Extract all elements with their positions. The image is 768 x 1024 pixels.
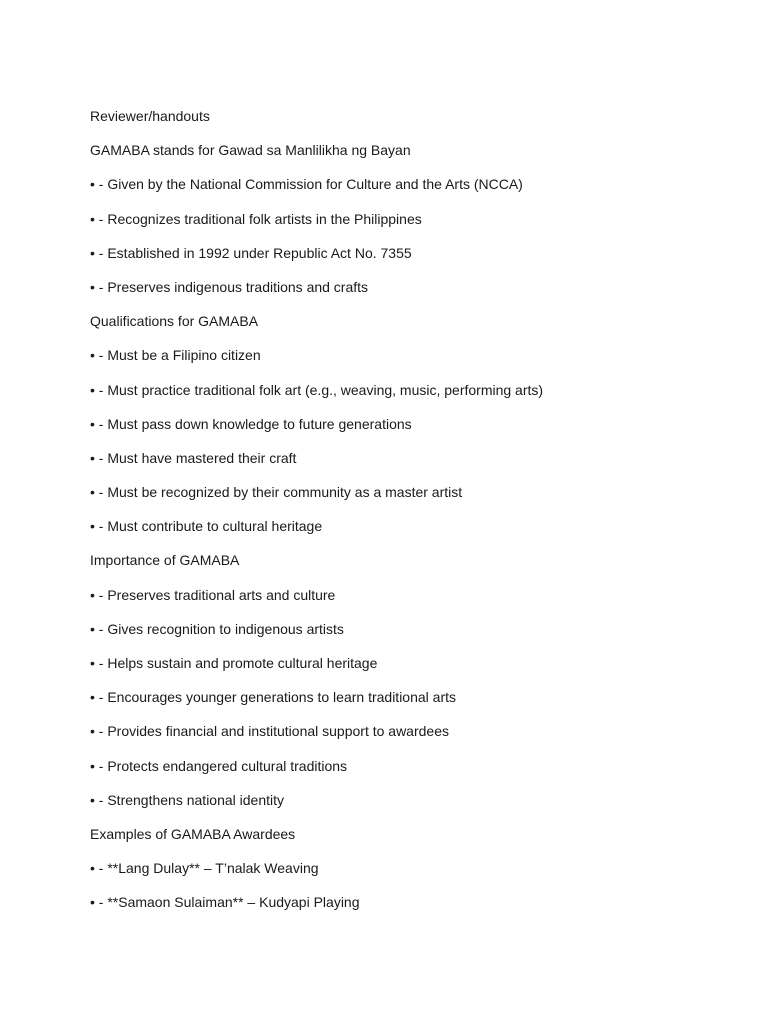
list-item: • - Preserves indigenous traditions and crafts [90, 278, 369, 295]
list-item: • - Must pass down knowledge to future generations [90, 415, 412, 432]
list-item: • - Given by the National Commission for Culture and the Arts (NCCA) [90, 176, 523, 193]
list-item: • - Provides financial and institutional support to awardees [90, 723, 449, 740]
document-title: Reviewer/handouts [90, 108, 210, 124]
list-item: • - Must be recognized by their community as a master artist [90, 484, 463, 501]
examples-heading: Examples of GAMABA Awardees [90, 825, 296, 842]
intro-heading: GAMABA stands for Gawad sa Manlilikha ng Bayan [90, 142, 411, 159]
list-item: • - Encourages younger generations to learn traditional arts [90, 689, 457, 706]
list-item: • - **Lang Dulay** – T’nalak Weaving [90, 860, 319, 877]
list-item: • - Established in 1992 under Republic Act No. 7355 [90, 244, 412, 261]
list-item: • - Preserves traditional arts and culture [90, 586, 336, 603]
list-item: • - Must contribute to cultural heritage [90, 518, 323, 535]
list-item: • - Gives recognition to indigenous artists [90, 620, 344, 637]
list-item: • - Must be a Filipino citizen [90, 347, 261, 364]
document-page [90, 107, 730, 928]
list-item: • - Strengthens national identity [90, 791, 285, 808]
list-item: • - Must practice traditional folk art (e.g., weaving, music, performing arts) [90, 381, 544, 398]
importance-heading: Importance of GAMABA [90, 552, 240, 569]
qualifications-heading: Qualifications for GAMABA [90, 313, 259, 330]
list-item: • - **Samaon Sulaiman** – Kudyapi Playing [90, 894, 360, 911]
list-item: • - Must have mastered their craft [90, 449, 297, 466]
list-item: • - Protects endangered cultural traditions [90, 757, 348, 774]
list-item: • - Helps sustain and promote cultural heritage [90, 655, 378, 671]
list-item: • - Recognizes traditional folk artists in the Philippines [90, 210, 422, 227]
